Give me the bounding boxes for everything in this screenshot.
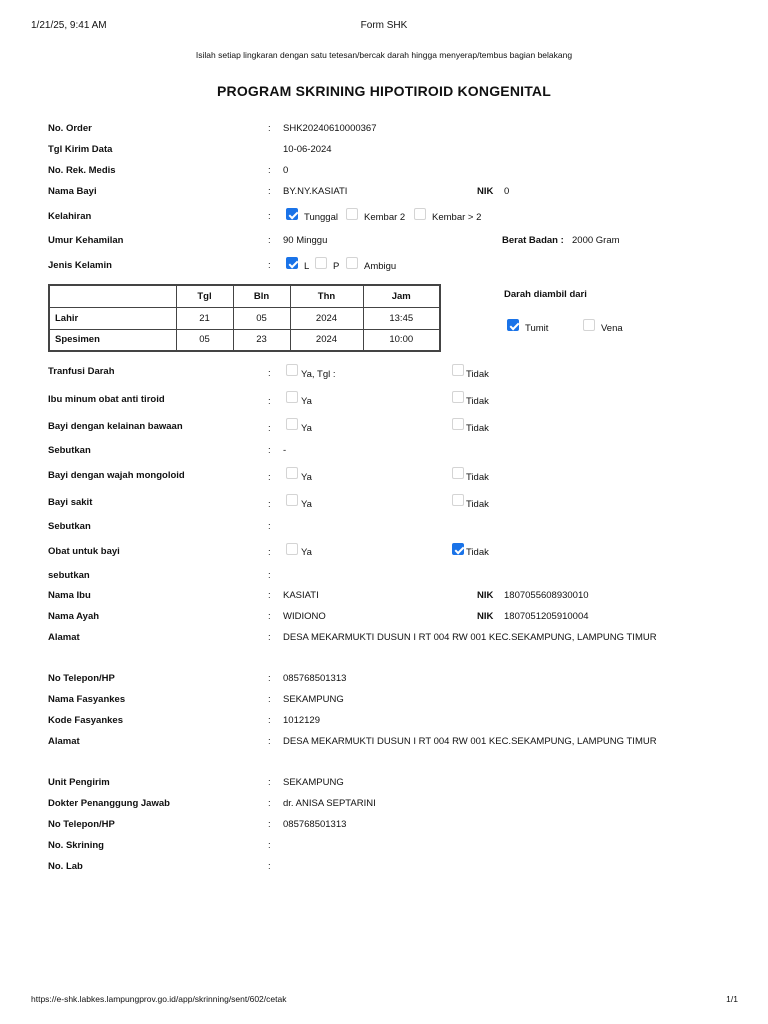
- label-kode-fasyankes: Kode Fasyankes: [48, 715, 123, 726]
- colon: :: [268, 123, 271, 134]
- table-header-bln: Bln: [233, 285, 290, 307]
- label-dokter: Dokter Penanggung Jawab: [48, 798, 170, 809]
- time-table: [48, 284, 441, 352]
- label-bayi-sakit: Bayi sakit: [48, 497, 93, 508]
- label-kelainan-ya: Ya: [301, 423, 312, 434]
- table-row: [49, 307, 440, 329]
- label-berat-badan: Berat Badan :: [502, 235, 564, 246]
- value-berat-badan: 2000 Gram: [572, 235, 620, 246]
- label-obat-bayi: Obat untuk bayi: [48, 546, 120, 557]
- label-wajah-mongoloid: Bayi dengan wajah mongoloid: [48, 470, 185, 481]
- label-nik-ibu: NIK: [477, 590, 494, 601]
- table-corner: [49, 285, 176, 307]
- checkbox-tunggal[interactable]: [286, 208, 298, 220]
- checkbox-sakit-ya[interactable]: [286, 494, 298, 506]
- value-umur-kehamilan: 90 Minggu: [283, 235, 328, 246]
- checkbox-ibu-obat-tidak[interactable]: [452, 391, 464, 403]
- colon: :: [268, 165, 271, 176]
- colon: :: [268, 611, 271, 622]
- colon: :: [268, 186, 271, 197]
- label-tranfusi-ya: Ya, Tgl :: [301, 369, 336, 380]
- value-kode-fasyankes: 1012129: [283, 715, 320, 726]
- table-header-row: [49, 285, 440, 307]
- colon: :: [268, 499, 271, 510]
- label-kelainan-tidak: Tidak: [466, 423, 489, 434]
- checkbox-kelainan-ya[interactable]: [286, 418, 298, 430]
- checkbox-perempuan[interactable]: [315, 257, 327, 269]
- print-url: https://e-shk.labkes.lampungprov.go.id/app/skrinning/sent/602/cetak: [31, 994, 287, 1004]
- value-unit-pengirim: SEKAMPUNG: [283, 777, 344, 788]
- instruction-text: Isilah setiap lingkaran dengan satu tetesan/bercak darah hingga menyerap/tembus bagian belakang: [195, 50, 573, 60]
- label-no-order: No. Order: [48, 123, 92, 134]
- label-tranfusi-darah: Tranfusi Darah: [48, 366, 115, 377]
- cell-lahir-jam: 13:45: [363, 307, 440, 329]
- row-label-spesimen: Spesimen: [49, 329, 176, 351]
- label-ibu-obat: Ibu minum obat anti tiroid: [48, 394, 165, 405]
- print-page-title: Form SHK: [360, 20, 408, 31]
- value-nama-fasyankes: SEKAMPUNG: [283, 694, 344, 705]
- label-sakit-tidak: Tidak: [466, 499, 489, 510]
- table-header-tgl: Tgl: [176, 285, 233, 307]
- label-kelahiran: Kelahiran: [48, 211, 92, 222]
- label-nama-bayi: Nama Bayi: [48, 186, 97, 197]
- value-nama-ayah: WIDIONO: [283, 611, 326, 622]
- value-sebutkan-kelainan: -: [283, 445, 287, 456]
- label-sebutkan-obat: sebutkan: [48, 570, 90, 581]
- label-nama-fasyankes: Nama Fasyankes: [48, 694, 126, 705]
- row-label-lahir: Lahir: [49, 307, 176, 329]
- checkbox-tumit[interactable]: [507, 319, 519, 331]
- checkbox-vena[interactable]: [583, 319, 595, 331]
- print-datetime: 1/21/25, 9:41 AM: [31, 20, 107, 31]
- value-tgl-kirim: 10-06-2024: [283, 144, 332, 155]
- checkbox-laki-laki[interactable]: [286, 257, 298, 269]
- checkbox-kembar-2[interactable]: [346, 208, 358, 220]
- label-tunggal: Tunggal: [304, 212, 338, 223]
- colon: :: [268, 521, 271, 532]
- label-obat-bayi-tidak: Tidak: [466, 547, 489, 558]
- colon: :: [268, 694, 271, 705]
- colon: :: [268, 445, 271, 456]
- label-darah-diambil: Darah diambil dari: [504, 289, 587, 300]
- label-perempuan: P: [333, 261, 340, 272]
- label-sebutkan-kelainan: Sebutkan: [48, 445, 91, 456]
- checkbox-mongoloid-tidak[interactable]: [452, 467, 464, 479]
- label-no-lab: No. Lab: [48, 861, 83, 872]
- label-no-skrining: No. Skrining: [48, 840, 104, 851]
- colon: :: [268, 861, 271, 872]
- label-kembar-2: Kembar 2: [364, 212, 406, 223]
- value-alamat-ortu: DESA MEKARMUKTI DUSUN I RT 004 RW 001 KEC.SEKAMPUNG, LAMPUNG TIMUR: [283, 632, 657, 643]
- label-mongoloid-ya: Ya: [301, 472, 312, 483]
- table-header-jam: Jam: [363, 285, 440, 307]
- label-nama-ibu: Nama Ibu: [48, 590, 91, 601]
- label-no-rekmedis: No. Rek. Medis: [48, 165, 116, 176]
- value-nama-bayi: BY.NY.KASIATI: [283, 186, 348, 197]
- label-nama-ayah: Nama Ayah: [48, 611, 100, 622]
- label-laki-laki: L: [304, 261, 310, 272]
- cell-spesimen-jam: 10:00: [363, 329, 440, 351]
- colon: :: [268, 632, 271, 643]
- colon: :: [268, 570, 271, 581]
- cell-lahir-tgl: 21: [176, 307, 233, 329]
- value-no-order: SHK20240610000367: [283, 123, 377, 134]
- label-tgl-kirim: Tgl Kirim Data: [48, 144, 113, 155]
- colon: :: [268, 211, 271, 222]
- checkbox-sakit-tidak[interactable]: [452, 494, 464, 506]
- label-nik-ayah: NIK: [477, 611, 494, 622]
- colon: :: [268, 472, 271, 483]
- colon: :: [268, 736, 271, 747]
- checkbox-ambigu[interactable]: [346, 257, 358, 269]
- label-unit-pengirim: Unit Pengirim: [48, 777, 110, 788]
- table-header-thn: Thn: [290, 285, 363, 307]
- colon: :: [268, 235, 271, 246]
- label-ibu-obat-ya: Ya: [301, 396, 312, 407]
- label-kelainan-bawaan: Bayi dengan kelainan bawaan: [48, 421, 183, 432]
- checkbox-tranfusi-tidak[interactable]: [452, 364, 464, 376]
- cell-lahir-bln: 05: [233, 307, 290, 329]
- label-tranfusi-tidak: Tidak: [466, 369, 489, 380]
- colon: :: [268, 819, 271, 830]
- value-telepon-dokter: 085768501313: [283, 819, 347, 830]
- label-mongoloid-tidak: Tidak: [466, 472, 489, 483]
- colon: :: [268, 590, 271, 601]
- label-nik-bayi: NIK: [477, 186, 494, 197]
- label-sakit-ya: Ya: [301, 499, 312, 510]
- checkbox-tranfusi-ya[interactable]: [286, 364, 298, 376]
- colon: :: [268, 777, 271, 788]
- value-nik-bayi: 0: [504, 186, 510, 197]
- label-alamat-ortu: Alamat: [48, 632, 80, 643]
- colon: :: [268, 715, 271, 726]
- label-sebutkan-sakit: Sebutkan: [48, 521, 91, 532]
- label-telepon-dokter: No Telepon/HP: [48, 819, 115, 830]
- checkbox-kelainan-tidak[interactable]: [452, 418, 464, 430]
- label-telepon-ortu: No Telepon/HP: [48, 673, 115, 684]
- colon: :: [268, 423, 271, 434]
- colon: :: [268, 547, 271, 558]
- checkbox-ibu-obat-ya[interactable]: [286, 391, 298, 403]
- checkbox-obat-bayi-tidak[interactable]: [452, 543, 464, 555]
- value-alamat-fasyankes: DESA MEKARMUKTI DUSUN I RT 004 RW 001 KEC.SEKAMPUNG, LAMPUNG TIMUR: [283, 736, 657, 747]
- cell-spesimen-bln: 23: [233, 329, 290, 351]
- label-vena: Vena: [601, 323, 623, 334]
- checkbox-mongoloid-ya[interactable]: [286, 467, 298, 479]
- colon: :: [268, 798, 271, 809]
- checkbox-kembar-lebih-2[interactable]: [414, 208, 426, 220]
- colon: :: [268, 368, 271, 379]
- label-obat-bayi-ya: Ya: [301, 547, 312, 558]
- value-dokter: dr. ANISA SEPTARINI: [283, 798, 376, 809]
- label-alamat-fasyankes: Alamat: [48, 736, 80, 747]
- value-nama-ibu: KASIATI: [283, 590, 319, 601]
- label-jenis-kelamin: Jenis Kelamin: [48, 260, 112, 271]
- label-kembar-lebih-2: Kembar > 2: [432, 212, 482, 223]
- checkbox-obat-bayi-ya[interactable]: [286, 543, 298, 555]
- table-row: [49, 329, 440, 351]
- label-ibu-obat-tidak: Tidak: [466, 396, 489, 407]
- cell-spesimen-tgl: 05: [176, 329, 233, 351]
- colon: :: [268, 840, 271, 851]
- value-nik-ibu: 1807055608930010: [504, 590, 589, 601]
- colon: :: [268, 260, 271, 271]
- cell-lahir-thn: 2024: [290, 307, 363, 329]
- value-no-rekmedis: 0: [283, 165, 289, 176]
- colon: :: [268, 673, 271, 684]
- page-number: 1/1: [726, 994, 738, 1004]
- value-nik-ayah: 1807051205910004: [504, 611, 589, 622]
- cell-spesimen-thn: 2024: [290, 329, 363, 351]
- form-title: PROGRAM SKRINING HIPOTIROID KONGENITAL: [216, 83, 551, 99]
- label-tumit: Tumit: [525, 323, 549, 334]
- label-umur-kehamilan: Umur Kehamilan: [48, 235, 124, 246]
- colon: :: [268, 396, 271, 407]
- value-telepon-ortu: 085768501313: [283, 673, 347, 684]
- label-ambigu: Ambigu: [364, 261, 397, 272]
